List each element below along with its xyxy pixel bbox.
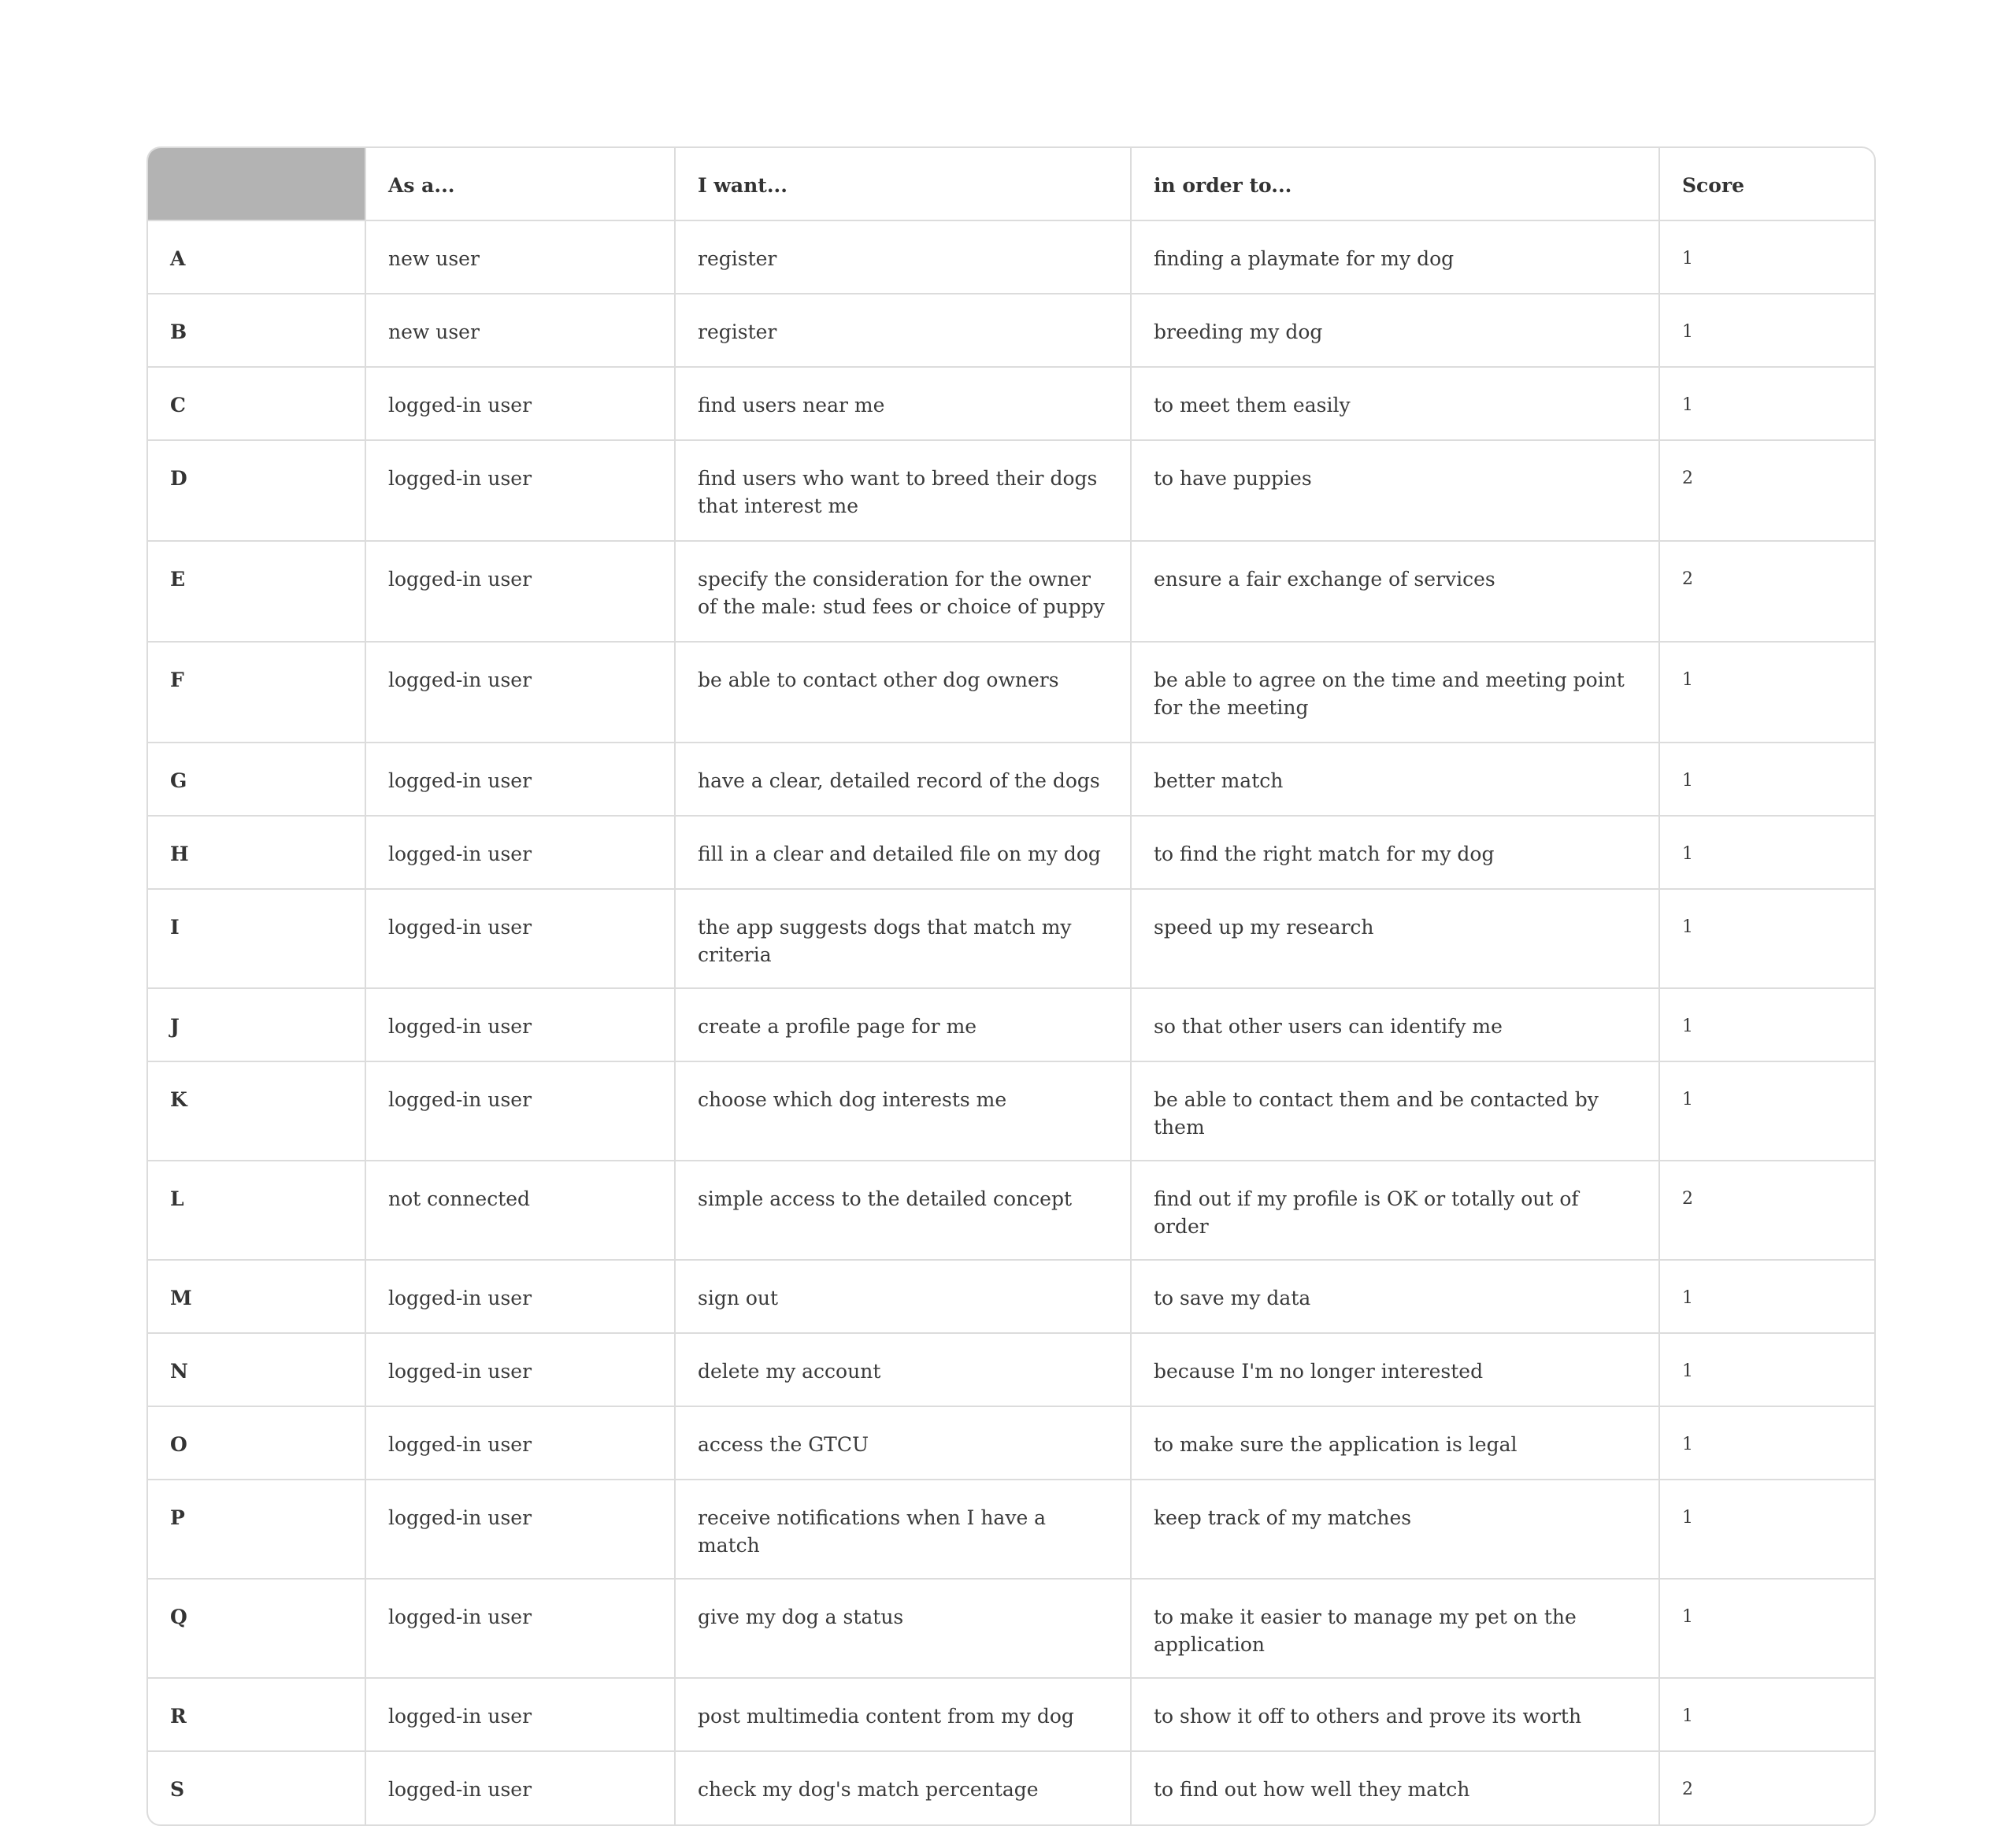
goal-cell: to find out how well they match: [1131, 1751, 1659, 1824]
table-row: [148, 541, 1874, 642]
row-key-cell: K: [148, 1061, 365, 1161]
score-cell: 1: [1659, 1579, 1874, 1678]
header-score: Score: [1659, 148, 1874, 220]
goal-cell: be able to contact them and be contacted by them: [1131, 1061, 1659, 1161]
goal-cell: breeding my dog: [1131, 294, 1659, 367]
want-cell: delete my account: [675, 1333, 1131, 1406]
row-key-cell: F: [148, 642, 365, 743]
row-key-cell: H: [148, 816, 365, 889]
table-row: [148, 1333, 1874, 1406]
table-row: [148, 743, 1874, 816]
table-row: [148, 1061, 1874, 1161]
score-cell: 1: [1659, 367, 1874, 440]
goal-cell: so that other users can identify me: [1131, 988, 1659, 1061]
row-key-cell: I: [148, 889, 365, 988]
goal-cell: keep track of my matches: [1131, 1480, 1659, 1579]
role-cell: logged-in user: [365, 1061, 675, 1161]
row-key-cell: A: [148, 220, 365, 294]
role-cell: logged-in user: [365, 440, 675, 541]
role-cell: logged-in user: [365, 1480, 675, 1579]
goal-cell: to have puppies: [1131, 440, 1659, 541]
want-cell: the app suggests dogs that match my criteria: [675, 889, 1131, 988]
role-cell: new user: [365, 294, 675, 367]
want-cell: find users who want to breed their dogs that interest me: [675, 440, 1131, 541]
row-key-cell: B: [148, 294, 365, 367]
row-key-cell: E: [148, 541, 365, 642]
row-key-cell: S: [148, 1751, 365, 1824]
goal-cell: to meet them easily: [1131, 367, 1659, 440]
row-key-cell: G: [148, 743, 365, 816]
role-cell: logged-in user: [365, 889, 675, 988]
score-cell: 2: [1659, 541, 1874, 642]
want-cell: access the GTCU: [675, 1406, 1131, 1480]
score-cell: 1: [1659, 988, 1874, 1061]
row-key-cell: L: [148, 1161, 365, 1260]
row-key-cell: C: [148, 367, 365, 440]
goal-cell: find out if my profile is OK or totally out of order: [1131, 1161, 1659, 1260]
table-row: [148, 1678, 1874, 1751]
score-cell: 1: [1659, 1406, 1874, 1480]
row-key-cell: D: [148, 440, 365, 541]
role-cell: not connected: [365, 1161, 675, 1260]
header-as-a: As a...: [365, 148, 675, 220]
table-row: [148, 367, 1874, 440]
score-cell: 2: [1682, 1780, 1693, 1799]
table-row: [148, 816, 1874, 889]
goal-cell: to find the right match for my dog: [1131, 816, 1659, 889]
score-cell: 1: [1659, 1061, 1874, 1161]
role-cell: logged-in user: [365, 1333, 675, 1406]
goal-cell: to make sure the application is legal: [1131, 1406, 1659, 1480]
row-key-cell: R: [148, 1678, 365, 1751]
score-cell: 1: [1659, 642, 1874, 743]
role-cell: logged-in user: [365, 1678, 675, 1751]
role-cell: logged-in user: [365, 642, 675, 743]
row-key-cell: J: [148, 988, 365, 1061]
goal-cell: speed up my research: [1131, 889, 1659, 988]
want-cell: give my dog a status: [675, 1579, 1131, 1678]
row-key-cell: O: [148, 1406, 365, 1480]
row-key-cell: N: [148, 1333, 365, 1406]
want-cell: find users near me: [675, 367, 1131, 440]
row-key-cell: Q: [148, 1579, 365, 1678]
want-cell: register: [675, 220, 1131, 294]
table-row: [148, 1480, 1874, 1579]
want-cell: create a profile page for me: [675, 988, 1131, 1061]
goal-cell: to save my data: [1131, 1260, 1659, 1333]
want-cell: simple access to the detailed concept: [675, 1161, 1131, 1260]
table-row: [148, 440, 1874, 541]
table-row: [148, 294, 1874, 367]
score-cell: 1: [1659, 816, 1874, 889]
table-row: [148, 1579, 1874, 1678]
want-cell: sign out: [675, 1260, 1131, 1333]
table-row: [148, 1751, 1874, 1824]
role-cell: logged-in user: [365, 743, 675, 816]
role-cell: logged-in user: [365, 541, 675, 642]
score-cell: 2: [1659, 1161, 1874, 1260]
score-cell: 2: [1659, 440, 1874, 541]
header-i-want: I want...: [675, 148, 1131, 220]
want-cell: choose which dog interests me: [675, 1061, 1131, 1161]
score-cell: 1: [1659, 294, 1874, 367]
role-cell: logged-in user: [365, 1260, 675, 1333]
role-cell: new user: [365, 220, 675, 294]
score-cell: 1: [1659, 889, 1874, 988]
want-cell: be able to contact other dog owners: [675, 642, 1131, 743]
want-cell: receive notifications when I have a match: [675, 1480, 1131, 1579]
score-cell: 1: [1659, 1333, 1874, 1406]
goal-cell: ensure a fair exchange of services: [1131, 541, 1659, 642]
want-cell: post multimedia content from my dog: [675, 1678, 1131, 1751]
score-cell: 1: [1659, 1260, 1874, 1333]
goal-cell: be able to agree on the time and meeting point for the meeting: [1131, 642, 1659, 743]
score-cell: 1: [1659, 220, 1874, 294]
header-corner-cell: [148, 148, 365, 220]
table-row: [148, 1161, 1874, 1260]
want-cell: fill in a clear and detailed file on my dog: [675, 816, 1131, 889]
goal-cell: better match: [1131, 743, 1659, 816]
goal-cell: finding a playmate for my dog: [1131, 220, 1659, 294]
table-row: [148, 642, 1874, 743]
header-in-order-to: in order to...: [1131, 148, 1659, 220]
row-key-cell: P: [148, 1480, 365, 1579]
role-cell: logged-in user: [365, 367, 675, 440]
role-cell: logged-in user: [365, 1406, 675, 1480]
table-row: [148, 988, 1874, 1061]
table-row: [148, 1406, 1874, 1480]
goal-cell: because I'm no longer interested: [1131, 1333, 1659, 1406]
role-cell: logged-in user: [365, 1579, 675, 1678]
user-stories-table-container: [146, 146, 1876, 1826]
goal-cell: to make it easier to manage my pet on the application: [1131, 1579, 1659, 1678]
table-header-row: [148, 148, 1874, 220]
table-row: [148, 1260, 1874, 1333]
want-cell: register: [675, 294, 1131, 367]
score-cell: 1: [1659, 743, 1874, 816]
role-cell: logged-in user: [365, 1751, 675, 1824]
row-key-cell: M: [148, 1260, 365, 1333]
table-row: [148, 220, 1874, 294]
want-cell: have a clear, detailed record of the dogs: [675, 743, 1131, 816]
score-cell: 1: [1659, 1678, 1874, 1751]
want-cell: check my dog's match percentage: [675, 1751, 1131, 1824]
role-cell: logged-in user: [365, 816, 675, 889]
score-cell: 1: [1659, 1480, 1874, 1579]
goal-cell: to show it off to others and prove its worth: [1131, 1678, 1659, 1751]
table-row: [148, 889, 1874, 988]
table-body: [148, 220, 1874, 1824]
want-cell: specify the consideration for the owner of the male: stud fees or choice of puppy: [675, 541, 1131, 642]
role-cell: logged-in user: [365, 988, 675, 1061]
user-stories-table: [148, 148, 1874, 1824]
